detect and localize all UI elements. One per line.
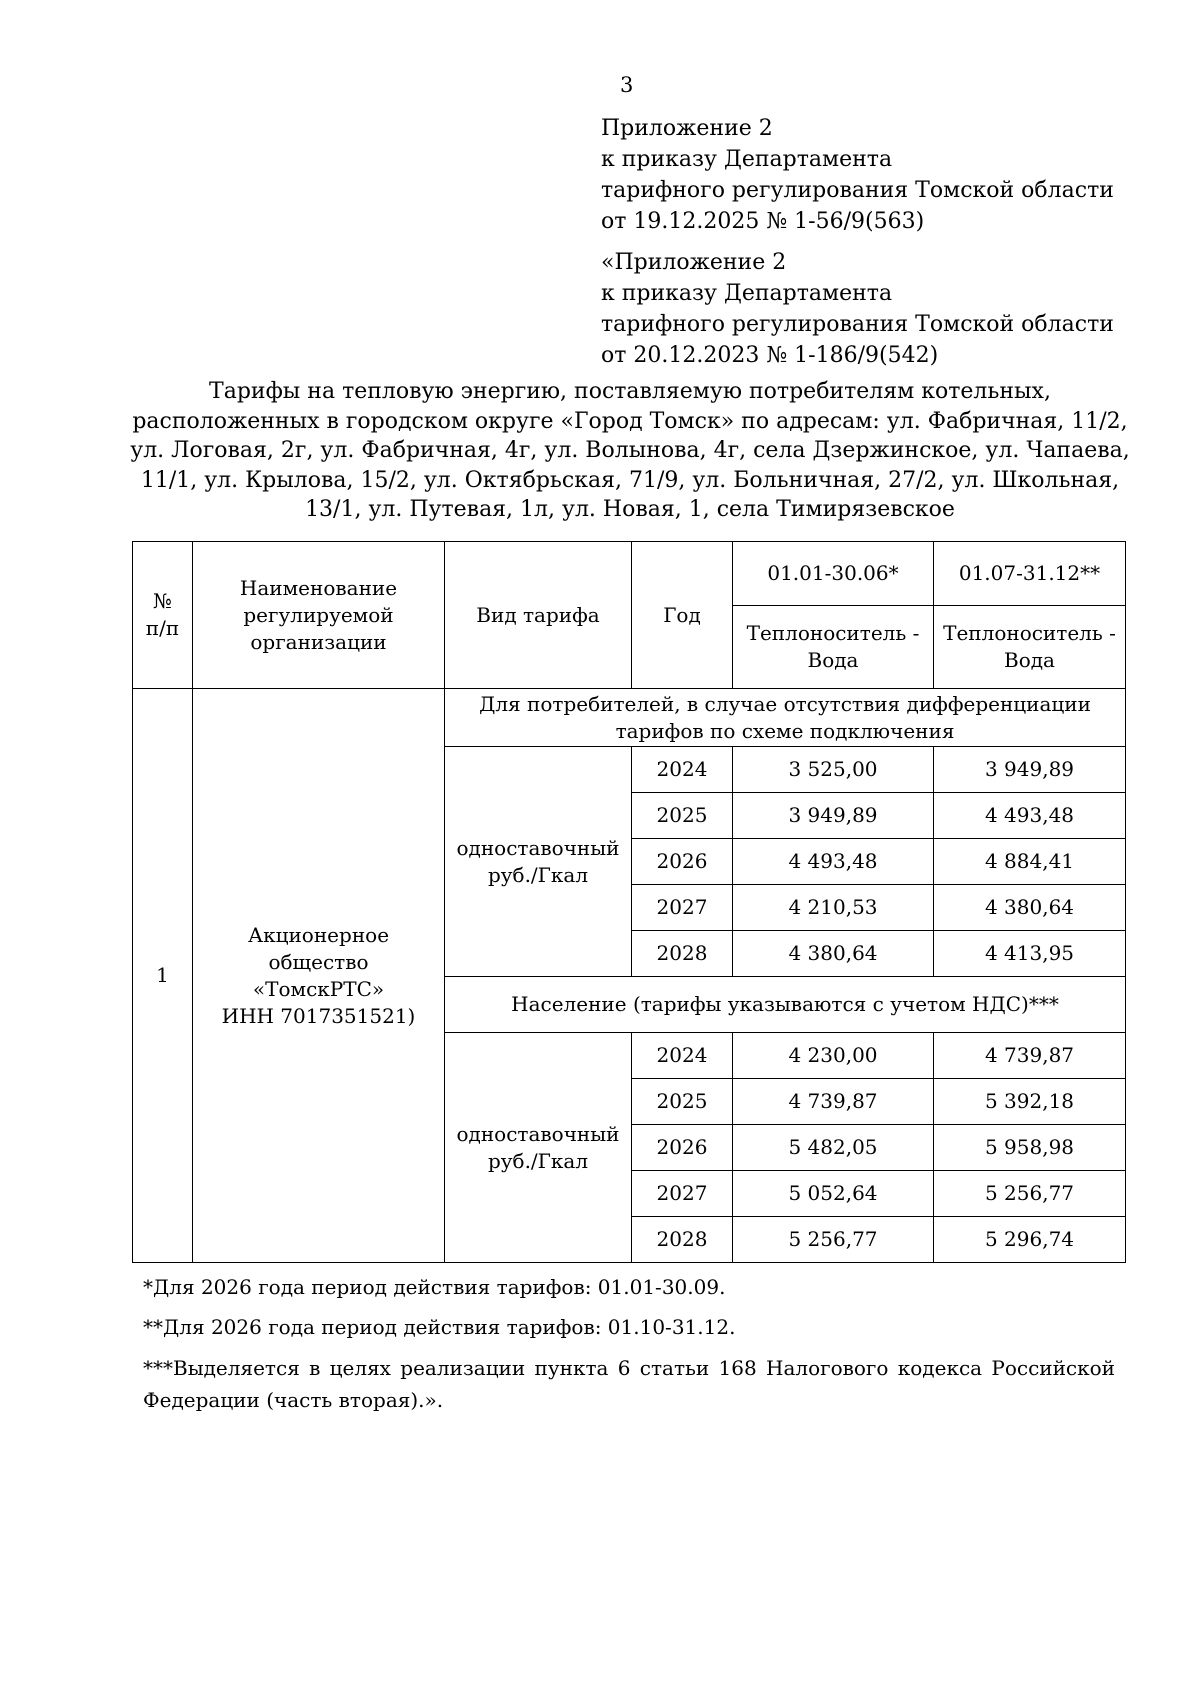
appendix-line: Приложение 2 — [601, 116, 773, 141]
header-period-2: 01.07-31.12** — [934, 542, 1126, 606]
footnote: **Для 2026 года период действия тарифов: 01.10-31.12. — [143, 1315, 736, 1339]
tariff-value: 5 482,05 — [733, 1125, 934, 1171]
year-cell: 2024 — [632, 1033, 733, 1079]
header-organization: Наименование регулируемой организации — [193, 542, 445, 689]
tariff-value: 5 296,74 — [934, 1217, 1126, 1263]
tariff-value: 4 230,00 — [733, 1033, 934, 1079]
tariff-value: 5 958,98 — [934, 1125, 1126, 1171]
tariff-value: 3 525,00 — [733, 747, 934, 793]
tariff-value: 3 949,89 — [733, 793, 934, 839]
year-cell: 2026 — [632, 839, 733, 885]
title-line: 13/1, ул. Путевая, 1л, ул. Новая, 1, села Тимирязевское — [305, 497, 955, 522]
appendix-line: от 19.12.2025 № 1-56/9(563) — [601, 209, 925, 234]
group-title: Население (тарифы указываются с учетом НДС)*** — [445, 977, 1126, 1033]
footnote: *Для 2026 года период действия тарифов: 01.01-30.09. — [143, 1275, 726, 1299]
title-line: ул. Логовая, 2г, ул. Фабричная, 4г, ул. Волынова, 4г, села Дзержинское, ул. Чапаева, — [130, 438, 1130, 463]
year-cell: 2026 — [632, 1125, 733, 1171]
appendix-line: от 20.12.2023 № 1-186/9(542) — [601, 343, 939, 368]
tariff-value: 4 493,48 — [733, 839, 934, 885]
tariff-value: 5 256,77 — [934, 1171, 1126, 1217]
tariff-table — [132, 541, 1126, 1263]
year-cell: 2028 — [632, 931, 733, 977]
organization-name: Акционерное общество «ТомскРТС» ИНН 7017351521) — [193, 689, 445, 1263]
tariff-value: 4 739,87 — [934, 1033, 1126, 1079]
appendix-line: тарифного регулирования Томской области — [601, 178, 1114, 203]
tariff-type-cell: одноставочный руб./Гкал — [445, 747, 632, 977]
year-cell: 2028 — [632, 1217, 733, 1263]
year-cell: 2025 — [632, 1079, 733, 1125]
year-cell: 2027 — [632, 885, 733, 931]
header-period-1: 01.01-30.06* — [733, 542, 934, 606]
title-line: 11/1, ул. Крылова, 15/2, ул. Октябрьская, 71/9, ул. Больничная, 27/2, ул. Школьная, — [140, 467, 1120, 493]
appendix-line: к приказу Департамента — [601, 281, 893, 306]
header-tariff-type: Вид тарифа — [445, 542, 632, 689]
tariff-value: 4 884,41 — [934, 839, 1126, 885]
tariff-value: 4 493,48 — [934, 793, 1126, 839]
title-line: расположенных в городском округе «Город Томск» по адресам: ул. Фабричная, 11/2, — [132, 408, 1128, 434]
year-cell: 2027 — [632, 1171, 733, 1217]
page-number: 3 — [620, 73, 634, 97]
header-carrier-2: Теплоноситель - Вода — [934, 606, 1126, 689]
document-title — [130, 377, 1130, 525]
tariff-value: 4 739,87 — [733, 1079, 934, 1125]
appendix-line: «Приложение 2 — [601, 250, 787, 275]
footnote: ***Выделяется в целях реализации пункта 6 статьи 168 Налогового кодекса Российской Федерации (часть вторая).». — [143, 1356, 1115, 1412]
title-line: Тарифы на тепловую энергию, поставляемую потребителям котельных, — [209, 379, 1051, 404]
appendix-line: к приказу Департамента — [601, 147, 893, 172]
tariff-value: 3 949,89 — [934, 747, 1126, 793]
appendix-header-previous — [601, 247, 1114, 371]
header-number: № п/п — [133, 542, 193, 689]
appendix-header-current — [601, 113, 1114, 237]
year-cell: 2024 — [632, 747, 733, 793]
tariff-value: 4 210,53 — [733, 885, 934, 931]
tariff-value: 4 413,95 — [934, 931, 1126, 977]
header-year: Год — [632, 542, 733, 689]
row-number: 1 — [133, 689, 193, 1263]
year-cell: 2025 — [632, 793, 733, 839]
tariff-type-cell: одноставочный руб./Гкал — [445, 1033, 632, 1263]
tariff-value: 4 380,64 — [934, 885, 1126, 931]
tariff-value: 5 256,77 — [733, 1217, 934, 1263]
tariff-value: 4 380,64 — [733, 931, 934, 977]
tariff-value: 5 052,64 — [733, 1171, 934, 1217]
tariff-value: 5 392,18 — [934, 1079, 1126, 1125]
header-carrier-1: Теплоноситель - Вода — [733, 606, 934, 689]
group-title: Для потребителей, в случае отсутствия дифференциации тарифов по схеме подключения — [445, 689, 1126, 747]
appendix-line: тарифного регулирования Томской области — [601, 312, 1114, 337]
